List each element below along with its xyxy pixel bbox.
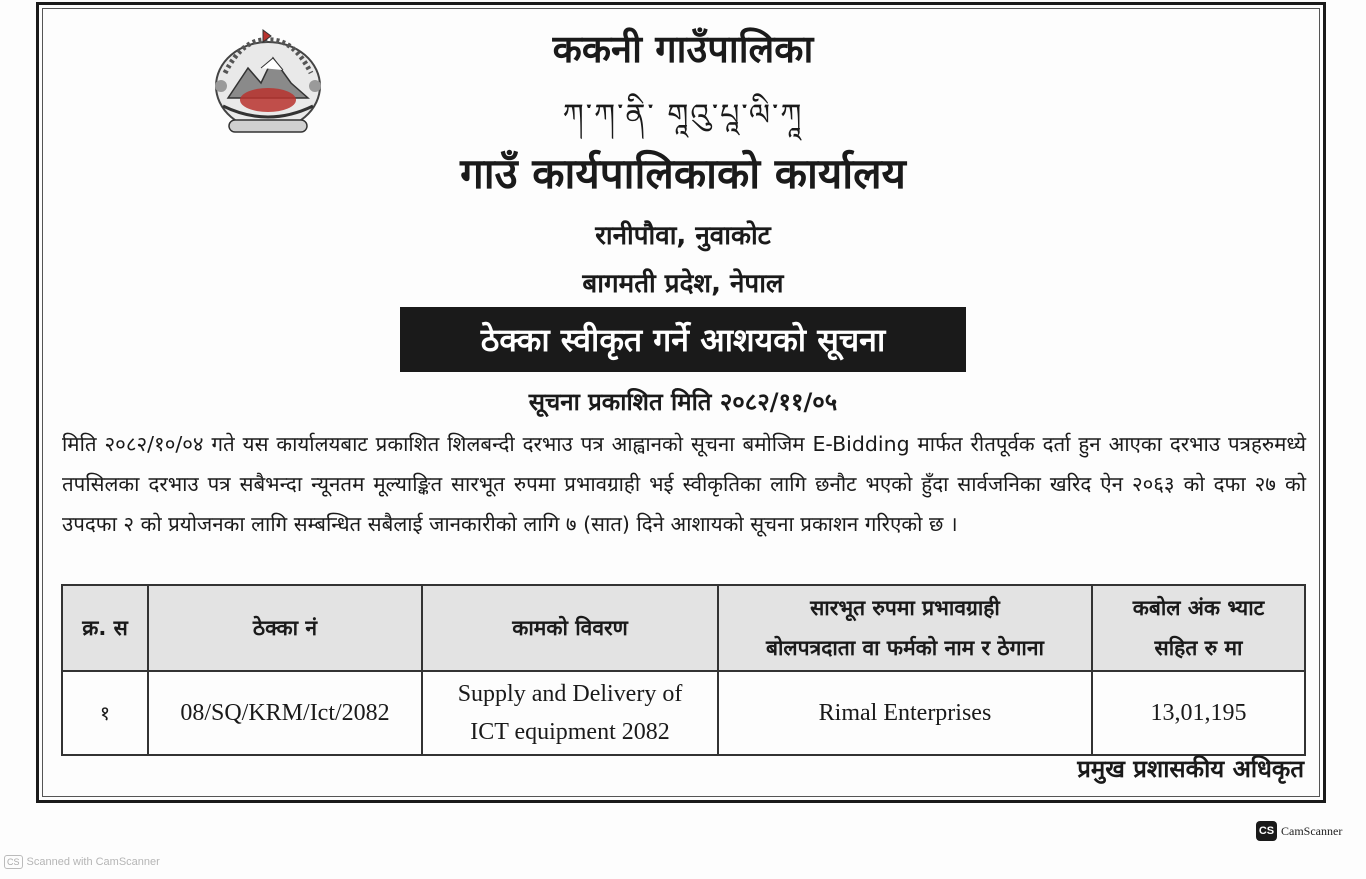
camscanner-badge [1256, 821, 1342, 841]
camscanner-mini-icon: CS [4, 855, 23, 869]
cell-sn: १ [62, 671, 148, 755]
signatory-title: प्रमुख प्रशासकीय अधिकृत [1077, 755, 1304, 783]
address-line-1: रानीपौवा, नुवाकोट [595, 221, 771, 251]
header-bidder-line-2: बोलपत्रदाता वा फर्मको नाम र ठेगाना [766, 636, 1044, 660]
table-row [62, 671, 1305, 755]
address-line-2: बागमती प्रदेश, नेपाल [582, 269, 784, 299]
municipality-name: ककनी गाउँपालिका [552, 27, 814, 71]
municipality-name-tibetan: ཀ་ཀ་ནི་ གཱའུ་པཱ་ལི་ཀཱ [562, 98, 804, 133]
notice-title-banner [400, 307, 966, 372]
header-description: कामको विवरण [422, 585, 718, 671]
cell-description-line-1: Supply and Delivery of [457, 681, 683, 707]
award-table [61, 584, 1306, 756]
table-header-row [62, 585, 1305, 671]
header-contract-no: ठेक्का नं [148, 585, 422, 671]
published-date: सूचना प्रकाशित मिति २०८२/११/०५ [528, 388, 838, 416]
camscanner-logo-icon: CS [1256, 821, 1277, 841]
camscanner-badge-text: CamScanner [1281, 823, 1343, 838]
scanned-with-text: Scanned with CamScanner [26, 856, 160, 868]
notice-body: मिति २०८२/१०/०४ गते यस कार्यालयबाट प्रकाशित शिलबन्दी दरभाउ पत्र आह्वानको सूचना बमोजिम E-Bidding मार्फत रीतपूर्वक दर्ता हुन आएका दरभाउ पत्रहरुमध्ये तपसिलका दरभाउ पत्र सबैभन्दा न्यूनतम मूल्याङ्कित सारभूत रुपमा प्रभावग्राही भई स्वीकृतिका लागि छनौट भएको हुँदा सार्वजनिका खरिद ऐन २०६३ को दफा २७ को उपदफा २ को प्रयोजनका लागि सम्बन्धित सबैलाई जानकारीको लागि ७ (सात) दिने आशायको सूचना प्रकाशन गरिएको छ । [62, 432, 1306, 536]
cell-description-line-2: ICT equipment 2082 [470, 719, 670, 745]
header-amount-line-1: कबोल अंक भ्याट [1132, 596, 1265, 620]
cell-description [422, 671, 718, 755]
cell-contract-no: 08/SQ/KRM/Ict/2082 [148, 671, 422, 755]
header-bidder-line-1: सारभूत रुपमा प्रभावग्राही [810, 596, 1000, 620]
office-name: गाउँ कार्यपालिकाको कार्यालय [460, 149, 906, 198]
scanned-with-footer [4, 855, 160, 869]
cell-bidder: Rimal Enterprises [718, 671, 1092, 755]
header-amount [1092, 585, 1305, 671]
notice-title: ठेक्का स्वीकृत गर्ने आशयको सूचना [480, 321, 886, 359]
header-sn: क्र. स [62, 585, 148, 671]
header-bidder [718, 585, 1092, 671]
cell-amount: 13,01,195 [1092, 671, 1305, 755]
header-amount-line-2: सहित रु मा [1154, 636, 1243, 660]
